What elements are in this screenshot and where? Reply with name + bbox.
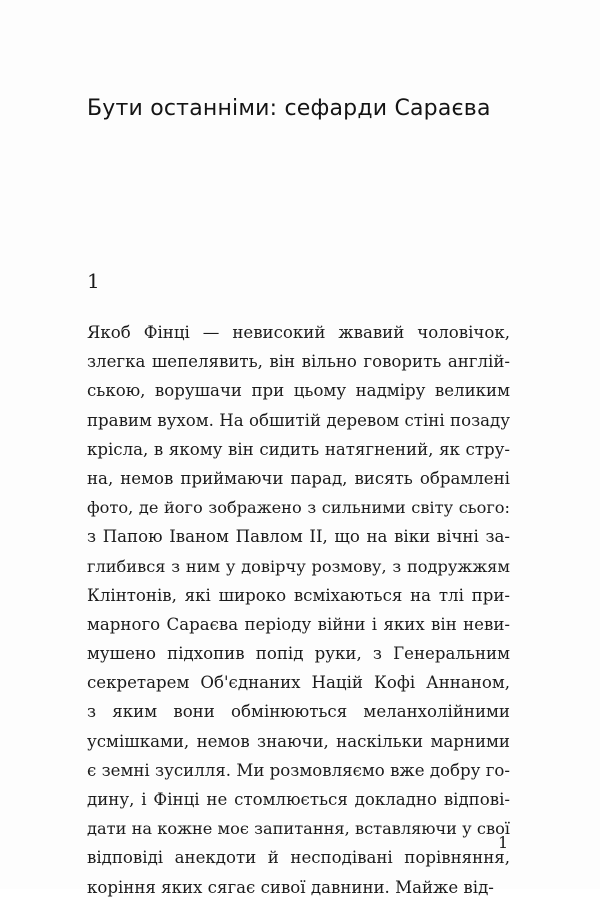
text-line: коріння яких сягає сивої давнини. Майже від- <box>87 877 494 897</box>
chapter-title: Бути останніми: сефарди Сараєва <box>87 96 491 121</box>
text-line: відповіді анекдоти й несподівані порівняння, <box>87 848 510 868</box>
text-line: Якоб Фінці — невисокий жвавий чоловічок, <box>87 323 510 342</box>
text-line: дати на кожне моє запитання, вставляючи у свої <box>87 819 510 839</box>
text-line: злегка шепелявить, він вільно говорить англій- <box>87 352 510 372</box>
text-line: правим вухом. На обшитій деревом стіні позаду <box>87 410 510 430</box>
text-line: ською, ворушачи при цьому надміру великим <box>87 381 510 401</box>
text-line: фото, де його зображено з сильними світу сього: <box>87 498 510 518</box>
page-number: 1 <box>498 833 509 852</box>
text-line: марного Сараєва періоду війни і яких він неви- <box>87 614 510 634</box>
text-line: глибився з ним у довірчу розмову, з подружжям <box>87 556 510 576</box>
body-paragraph <box>87 318 510 902</box>
text-line: Клінтонів, які широко всміхаються на тлі при- <box>87 585 510 605</box>
text-line: з Папою Іваном Павлом II, що на віки вічні за- <box>87 527 510 547</box>
text-line: дину, і Фінці не стомлюється докладно відпові- <box>87 790 510 809</box>
text-line: секретарем Об'єднаних Націй Кофі Аннаном, <box>87 673 510 693</box>
text-line: мушено підхопив попід руки, з Генеральним <box>87 644 510 664</box>
text-line: усмішками, немов знаючи, наскільки марними <box>87 731 510 751</box>
text-line: на, немов приймаючи парад, висять обрамлені <box>87 468 510 488</box>
text-line: є земні зусилля. Ми розмовляємо вже добру го- <box>87 760 510 780</box>
text-line: з яким вони обмінюються меланхолійними <box>87 702 510 722</box>
section-number: 1 <box>87 269 100 293</box>
text-line: крісла, в якому він сидить натягнений, як стру- <box>87 439 510 459</box>
